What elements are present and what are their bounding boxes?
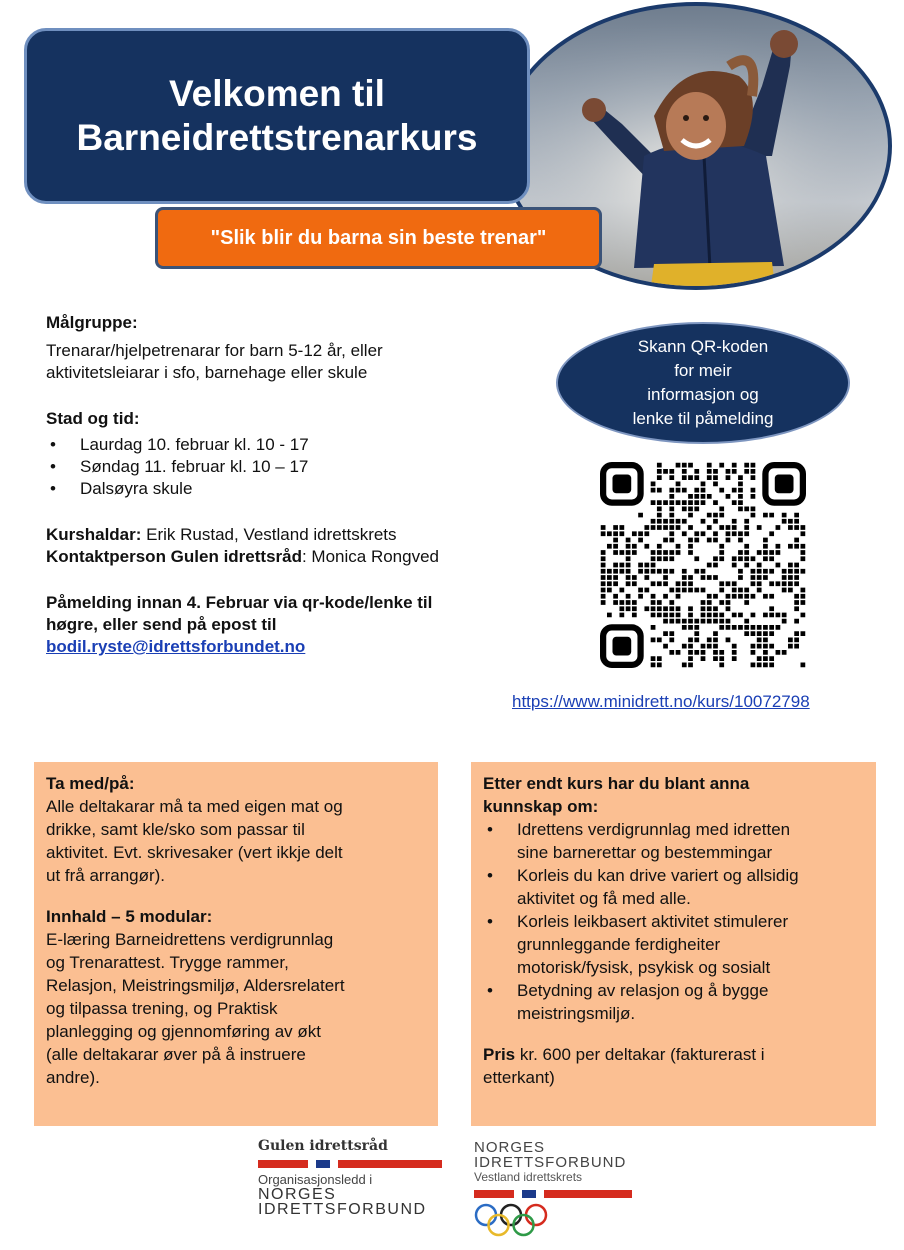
list-item	[483, 979, 864, 1025]
qr-bubble-line: for meir	[674, 361, 732, 380]
qr-bubble-line: lenke til påmelding	[632, 409, 774, 428]
content-line: (alle deltakarar øver på å instruere	[46, 1045, 306, 1064]
place-time-section	[46, 408, 546, 500]
outcome-line: grunnleggande ferdigheiter	[517, 935, 721, 954]
instructor-line	[46, 524, 546, 546]
bring-line: aktivitet. Evt. skrivesaker (vert ikkje delt	[46, 843, 343, 862]
contact-label: Kontaktperson Gulen idrettsråd	[46, 547, 302, 566]
signup-section	[46, 592, 546, 658]
outcome-line: • Korleis du kan drive variert og allsidig	[517, 866, 799, 885]
gulen-big-1: NORGES	[258, 1186, 337, 1203]
instructor-value: Erik Rustad, Vestland idrettskrets	[141, 525, 397, 544]
nif-vestland-logo	[474, 1140, 644, 1245]
course-info	[46, 312, 546, 678]
outcome-line: meistringsmiljø.	[517, 1004, 636, 1023]
content-line: Relasjon, Meistringsmiljø, Aldersrelatert	[46, 976, 345, 995]
gulen-big-2: IDRETTSFORBUND	[258, 1201, 427, 1218]
outcomes-heading-line-2: kunnskap om:	[483, 797, 599, 816]
list-item: • Dalsøyra skule	[46, 478, 546, 500]
qr-bubble-line: Skann QR-koden	[637, 337, 769, 356]
qr-code[interactable]	[600, 462, 806, 668]
course-url-link[interactable]: https://www.minidrett.no/kurs/10072798	[512, 692, 810, 711]
target-group-section	[46, 312, 546, 384]
instructor-label: Kurshaldar:	[46, 525, 142, 544]
learning-outcomes-box	[471, 762, 876, 1126]
outcome-line: motorisk/fysisk, psykisk og sosialt	[517, 958, 771, 977]
bring-heading: Ta med/på:	[46, 774, 135, 793]
qr-instruction-bubble	[556, 322, 850, 444]
outcomes-list	[483, 818, 864, 1025]
outcomes-heading-line-1: Etter endt kurs har du blant anna	[483, 774, 750, 793]
nif-sub: Vestland idrettskrets	[474, 1170, 583, 1184]
contact-line	[46, 546, 546, 568]
olympic-rings-icon	[474, 1202, 548, 1238]
contact-value: : Monica Rongved	[301, 547, 440, 566]
content-line: E-læring Barneidrettens verdigrunnlag	[46, 930, 334, 949]
gulen-idrettsrad-logo	[258, 1138, 448, 1238]
price-value: kr. 600 per deltakar (fakturerast i	[515, 1045, 765, 1064]
outcome-line: • Idrettens verdigrunnlag med idretten	[517, 820, 791, 839]
list-item	[483, 818, 864, 864]
list-item	[483, 910, 864, 979]
gulen-org-text: Organisasjonsledd i	[258, 1172, 373, 1187]
slogan-text: "Slik blir du barna sin beste trenar"	[210, 226, 547, 249]
list-item	[483, 864, 864, 910]
outcome-line: sine barnerettar og bestemmingar	[517, 843, 773, 862]
content-line: og tilpassa trening, og Praktisk	[46, 999, 278, 1018]
title-box	[24, 28, 530, 204]
bring-line: Alle deltakarar må ta med eigen mat og	[46, 797, 343, 816]
list-item: • Søndag 11. februar kl. 10 – 17	[46, 456, 546, 478]
flag-stripe	[258, 1160, 448, 1168]
contacts-section	[46, 524, 546, 568]
price-label: Pris	[483, 1045, 516, 1064]
email-link[interactable]: bodil.ryste@idrettsforbundet.no	[46, 637, 306, 656]
outcome-line: • Korleis leikbasert aktivitet stimulerer	[517, 912, 789, 931]
slogan-banner	[155, 207, 602, 269]
target-group-heading: Målgruppe:	[46, 313, 138, 332]
content-heading: Innhald – 5 modular:	[46, 907, 213, 926]
title-line-1: Velkomen til	[169, 73, 385, 114]
title-line-2: Barneidrettstrenarkurs	[76, 117, 478, 158]
signup-line-2: høgre, eller send på epost til	[46, 615, 277, 634]
target-group-line-1: Trenarar/hjelpetrenarar for barn 5-12 år, eller	[46, 341, 383, 360]
content-line: og Trenarattest. Trygge rammer,	[46, 953, 289, 972]
gulen-name: Gulen idrettsråd	[258, 1138, 388, 1154]
list-item: • Laurdag 10. februar kl. 10 - 17	[46, 434, 546, 456]
qr-bubble-line: informasjon og	[647, 385, 759, 404]
outcome-line: • Betydning av relasjon og å bygge	[517, 981, 769, 1000]
price-line-2: etterkant)	[483, 1068, 555, 1087]
place-time-heading: Stad og tid:	[46, 409, 140, 428]
nif-big-2: IDRETTSFORBUND	[474, 1154, 627, 1171]
bring-line: drikke, samt kle/sko som passar til	[46, 820, 305, 839]
target-group-line-2: aktivitetsleiarar i sfo, barnehage eller skule	[46, 363, 368, 382]
content-line: andre).	[46, 1068, 100, 1087]
bring-content-box	[34, 762, 438, 1126]
signup-line-1: Påmelding innan 4. Februar via qr-kode/lenke til	[46, 593, 433, 612]
price-line	[483, 1043, 864, 1066]
outcome-line: aktivitet og få med alle.	[517, 889, 691, 908]
nif-big-1: NORGES	[474, 1139, 546, 1156]
content-line: planlegging og gjennomføring av økt	[46, 1022, 321, 1041]
flag-stripe	[474, 1190, 644, 1198]
bring-line: ut frå arrangør).	[46, 866, 166, 885]
place-time-list	[46, 434, 546, 500]
